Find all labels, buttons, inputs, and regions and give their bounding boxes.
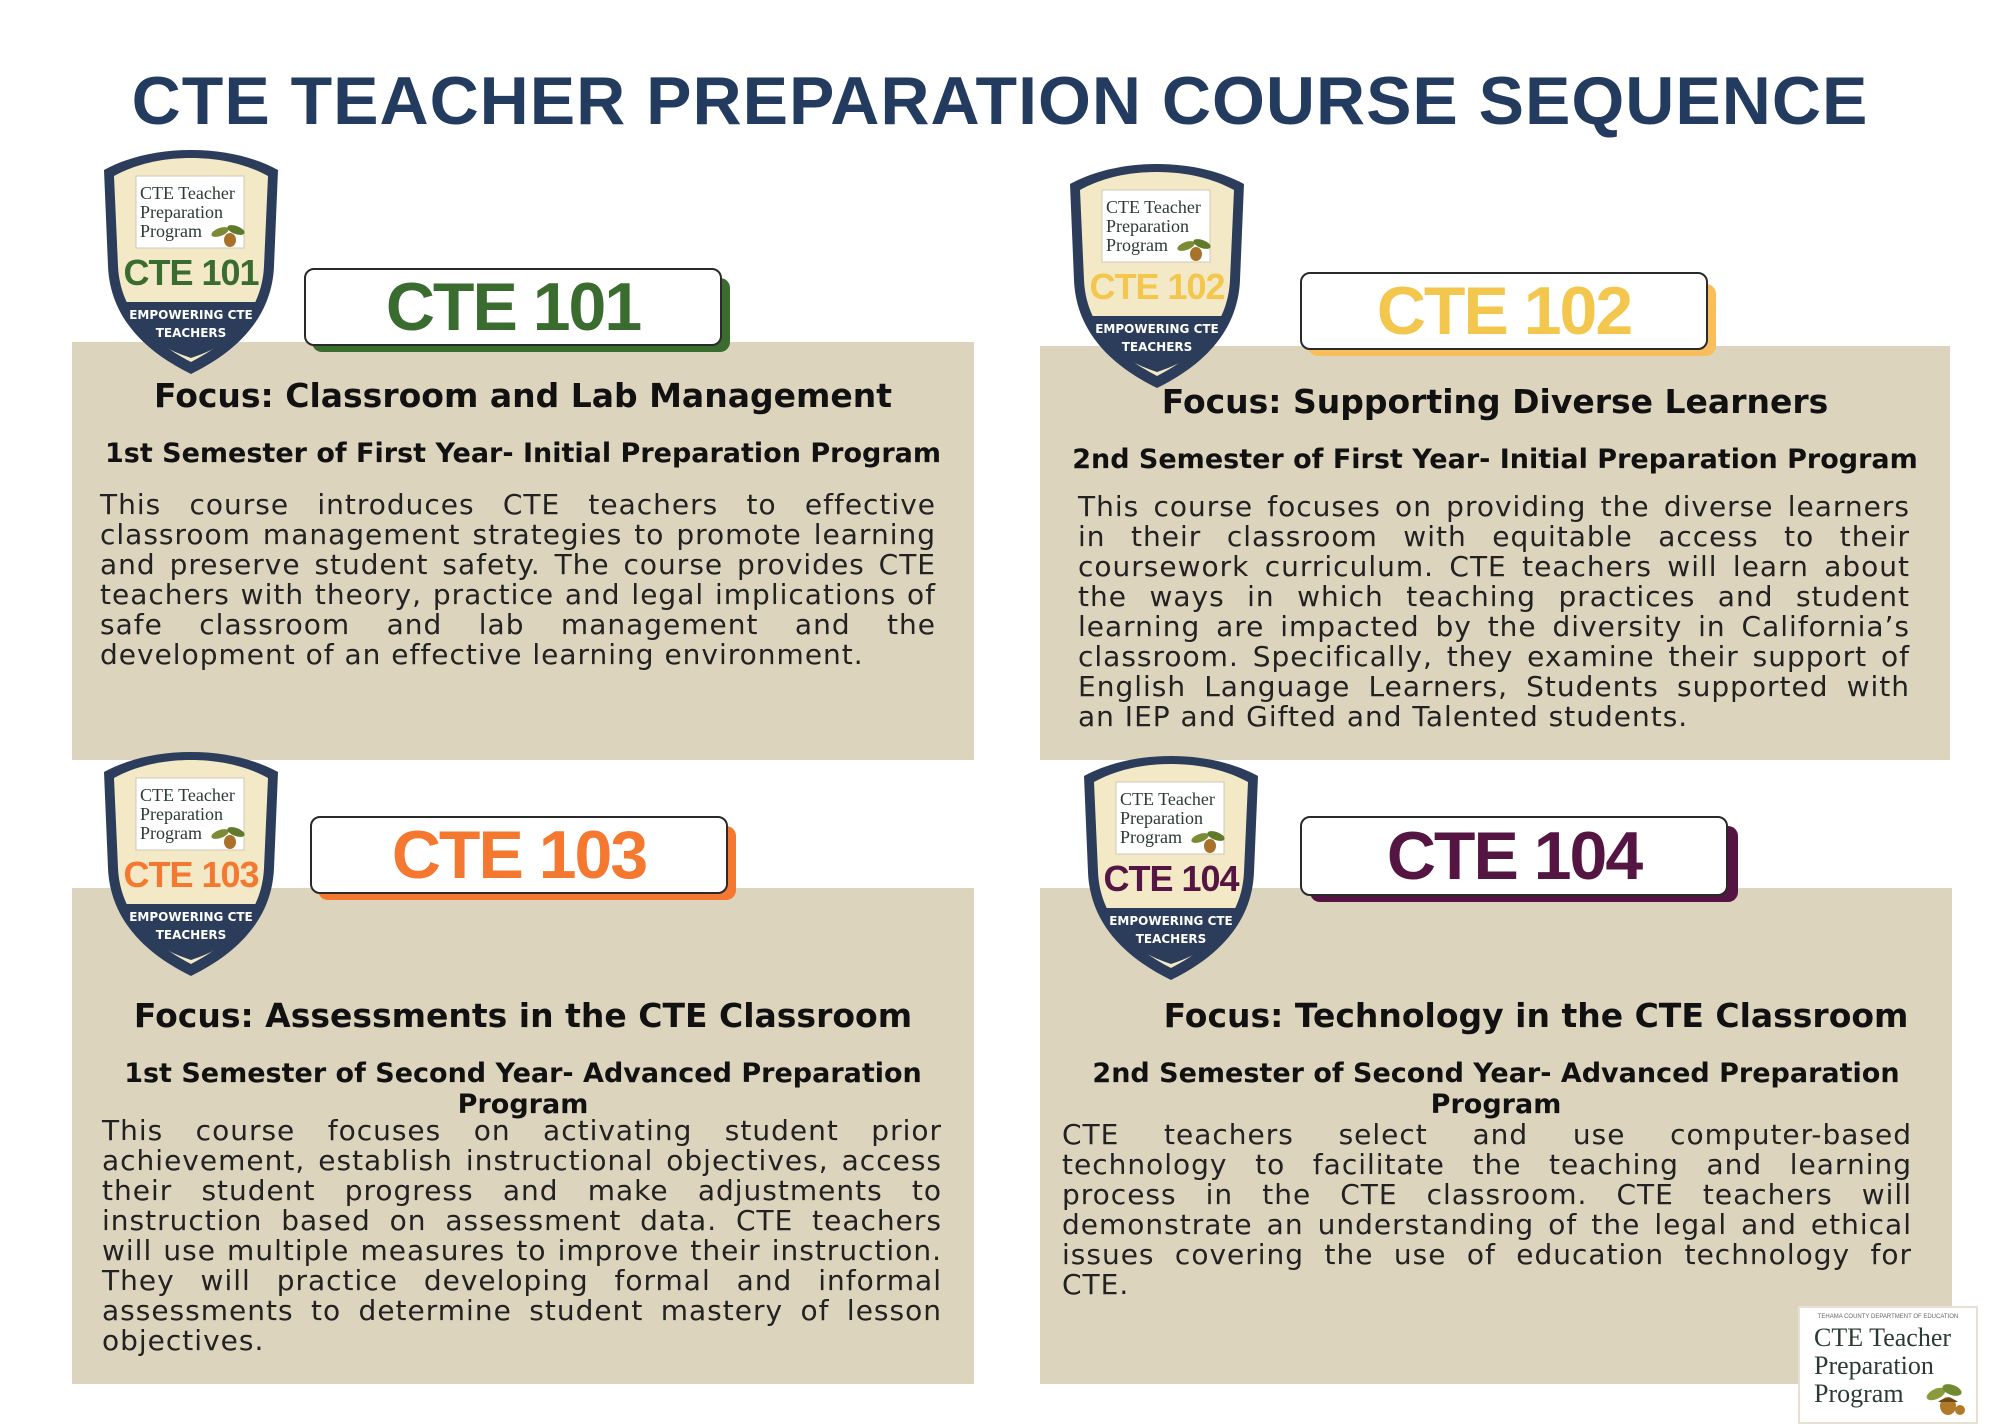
badge-line-3: Program xyxy=(140,221,202,241)
badge-line-2: Preparation xyxy=(140,202,223,222)
logo-department: TEHAMA COUNTY DEPARTMENT OF EDUCATION xyxy=(1817,1314,1959,1320)
badge-tagline-2: TEACHERS xyxy=(1135,932,1207,946)
badge-line-3: Program xyxy=(140,823,202,843)
badge-tagline-1: EMPOWERING CTE xyxy=(1095,322,1219,336)
course-semester: 2nd Semester of First Year- Initial Preparation Program xyxy=(1072,444,1918,475)
course-badge xyxy=(96,146,286,378)
badge-tagline-2: TEACHERS xyxy=(155,326,227,340)
course-description: This course focuses on activating student prior achievement, establish instructional objectives, access their student progress and make adjustments to instruction based on assessment data. CTE teachers will use multiple measures to improve their instruction. They will practice developing formal and informal assessments to determine student mastery of lesson objectives. xyxy=(102,1114,942,1357)
badge-course-code: CTE 102 xyxy=(1089,266,1225,307)
badge-line-2: Preparation xyxy=(1120,808,1203,828)
course-code-label: CTE 101 xyxy=(304,268,722,346)
badge-tagline-2: TEACHERS xyxy=(1121,340,1193,354)
course-focus: Focus: Technology in the CTE Classroom xyxy=(1163,996,1909,1035)
badge-line-3: Program xyxy=(1120,827,1182,847)
course-semester: 2nd Semester of Second Year- Advanced Preparation Program xyxy=(1092,1058,1900,1120)
badge-tagline-2: TEACHERS xyxy=(155,928,227,942)
course-semester: 1st Semester of Second Year- Advanced Preparation Program xyxy=(124,1058,922,1120)
course-focus: Focus: Assessments in the CTE Classroom xyxy=(133,996,913,1035)
course-code-label: CTE 103 xyxy=(310,816,728,894)
course-badge xyxy=(96,748,286,980)
course-badge xyxy=(1076,752,1266,984)
course-description: This course focuses on providing the diverse learners in their classroom with equitable access to their coursework curriculum. CTE teachers will learn about the ways in which teaching practices and student learning are impacted by the diversity in California’s classroom. Specifically, they examine their support of English Language Learners, Students supported with an IEP and Gifted and Talented students. xyxy=(1078,490,1910,733)
course-card-cte-101 xyxy=(72,342,974,760)
badge-line-3: Program xyxy=(1106,235,1168,255)
badge-line-1: CTE Teacher xyxy=(140,785,235,805)
badge-tagline-1: EMPOWERING CTE xyxy=(129,308,253,322)
badge-tagline-1: EMPOWERING CTE xyxy=(1109,914,1233,928)
course-semester: 1st Semester of First Year- Initial Preparation Program xyxy=(104,438,942,469)
badge-tagline-1: EMPOWERING CTE xyxy=(129,910,253,924)
logo-line-2: Preparation xyxy=(1814,1351,1934,1380)
badge-line-2: Preparation xyxy=(1106,216,1189,236)
badge-line-1: CTE Teacher xyxy=(1106,197,1201,217)
course-description: This course introduces CTE teachers to effective classroom management strategies to promote learning and preserve student safety. The course provides CTE teachers with theory, practice and legal implications of safe classroom and lab management and the development of an effective learning environment. xyxy=(100,488,936,671)
logo-line-3: Program xyxy=(1814,1379,1904,1408)
badge-course-code: CTE 101 xyxy=(123,252,259,293)
badge-course-code: CTE 104 xyxy=(1103,858,1239,899)
program-logo xyxy=(1798,1306,1978,1424)
logo-line-1: CTE Teacher xyxy=(1814,1323,1952,1352)
course-code-label: CTE 104 xyxy=(1300,816,1728,896)
badge-line-1: CTE Teacher xyxy=(140,183,235,203)
course-description: CTE teachers select and use computer-based technology to facilitate the teaching and learning process in the CTE classroom. CTE teachers will demonstrate an understanding of the legal and ethical issues covering the use of education technology for CTE. xyxy=(1062,1118,1912,1301)
course-card-cte-102 xyxy=(1040,346,1950,760)
course-badge xyxy=(1062,160,1252,392)
course-focus: Focus: Classroom and Lab Management xyxy=(153,376,893,415)
course-code-label: CTE 102 xyxy=(1300,272,1708,350)
acorn-leaf-icon xyxy=(1924,1380,1972,1420)
course-focus: Focus: Supporting Diverse Learners xyxy=(1161,382,1829,421)
badge-course-code: CTE 103 xyxy=(123,854,259,895)
page-title: CTE TEACHER PREPARATION COURSE SEQUENCE xyxy=(131,63,1869,139)
badge-line-1: CTE Teacher xyxy=(1120,789,1215,809)
badge-line-2: Preparation xyxy=(140,804,223,824)
